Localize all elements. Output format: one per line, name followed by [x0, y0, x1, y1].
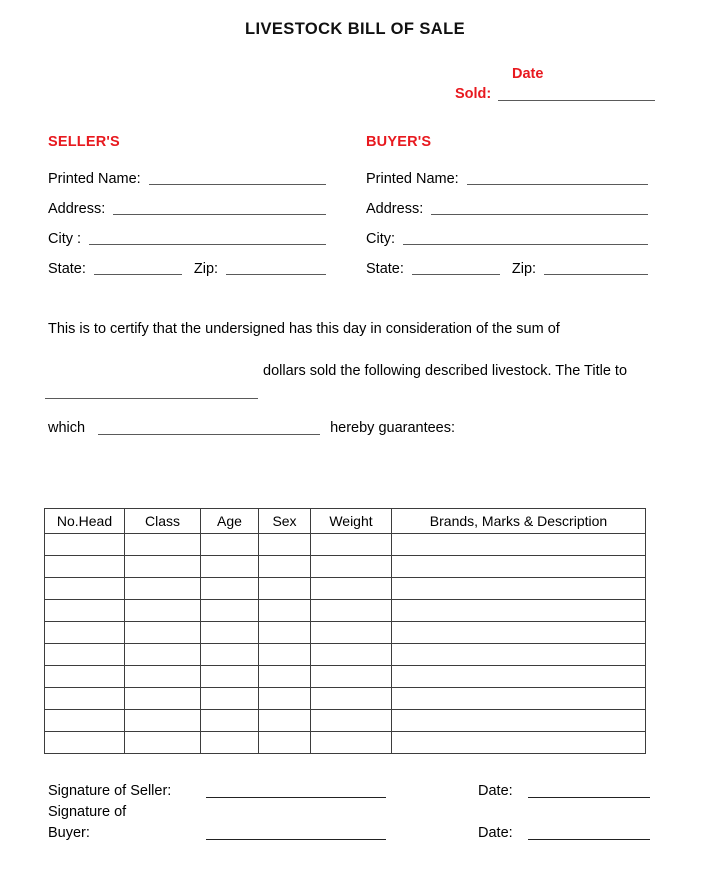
seller-zip-input[interactable] — [226, 274, 326, 275]
seller-printed-name-input[interactable] — [149, 184, 326, 185]
table-cell[interactable] — [311, 710, 392, 732]
table-cell[interactable] — [392, 622, 646, 644]
buyer-city-label: City: — [366, 231, 395, 247]
date-sold-label-line1: Date — [512, 66, 544, 82]
seller-address-label: Address: — [48, 201, 106, 217]
buyer-section — [366, 134, 648, 278]
which-label: which — [48, 420, 86, 436]
seller-section — [48, 134, 326, 278]
table-cell[interactable] — [45, 688, 125, 710]
column-header-no-head: No.Head — [45, 509, 125, 534]
buyer-date-label: Date: — [478, 825, 513, 841]
table-cell[interactable] — [201, 644, 259, 666]
table-cell[interactable] — [45, 556, 125, 578]
table-row — [45, 710, 646, 732]
table-cell[interactable] — [201, 600, 259, 622]
table-cell[interactable] — [392, 710, 646, 732]
table-row — [45, 556, 646, 578]
seller-state-input[interactable] — [94, 274, 182, 275]
table-cell[interactable] — [392, 688, 646, 710]
buyer-state-label: State: — [366, 261, 404, 277]
buyer-address-row — [366, 188, 648, 218]
seller-printed-name-label: Printed Name: — [48, 171, 141, 187]
seller-address-row — [48, 188, 326, 218]
table-cell[interactable] — [45, 578, 125, 600]
column-header-sex: Sex — [259, 509, 311, 534]
table-cell[interactable] — [45, 666, 125, 688]
table-cell[interactable] — [311, 622, 392, 644]
table-cell[interactable] — [45, 600, 125, 622]
date-sold-input[interactable] — [498, 100, 655, 101]
table-cell[interactable] — [259, 688, 311, 710]
table-cell[interactable] — [45, 534, 125, 556]
table-cell[interactable] — [45, 710, 125, 732]
table-cell[interactable] — [311, 556, 392, 578]
table-row — [45, 666, 646, 688]
table-cell[interactable] — [311, 666, 392, 688]
table-cell[interactable] — [259, 534, 311, 556]
table-cell[interactable] — [45, 644, 125, 666]
buyer-signature-input[interactable] — [206, 839, 386, 840]
hereby-guarantees-label: hereby guarantees: — [330, 420, 456, 436]
table-cell[interactable] — [392, 578, 646, 600]
column-header-brands-marks-description: Brands, Marks & Description — [392, 509, 646, 534]
table-cell[interactable] — [125, 600, 201, 622]
table-header-row — [45, 509, 646, 534]
table-row — [45, 622, 646, 644]
buyer-state-input[interactable] — [412, 274, 500, 275]
table-cell[interactable] — [259, 666, 311, 688]
date-sold-label-line2: Sold: — [455, 86, 492, 102]
table-cell[interactable] — [125, 644, 201, 666]
column-header-class: Class — [125, 509, 201, 534]
table-cell[interactable] — [259, 622, 311, 644]
table-cell[interactable] — [311, 534, 392, 556]
table-cell[interactable] — [125, 578, 201, 600]
table-cell[interactable] — [201, 710, 259, 732]
date-sold-field — [455, 64, 655, 104]
table-cell[interactable] — [125, 710, 201, 732]
table-cell[interactable] — [392, 732, 646, 754]
seller-address-input[interactable] — [113, 214, 326, 215]
table-cell[interactable] — [125, 732, 201, 754]
table-cell[interactable] — [311, 732, 392, 754]
buyer-zip-input[interactable] — [544, 274, 648, 275]
table-cell[interactable] — [259, 732, 311, 754]
table-cell[interactable] — [201, 732, 259, 754]
signature-section — [48, 780, 652, 843]
table-cell[interactable] — [392, 644, 646, 666]
date-sold-input-row — [455, 84, 655, 104]
buyer-zip-label: Zip: — [511, 261, 537, 277]
buyer-signature-label-line2: Buyer: — [48, 825, 90, 841]
column-header-age: Age — [201, 509, 259, 534]
table-row — [45, 578, 646, 600]
table-cell[interactable] — [45, 622, 125, 644]
seller-city-row — [48, 218, 326, 248]
seller-city-input[interactable] — [89, 244, 326, 245]
buyer-signature-row-line1 — [48, 801, 652, 822]
table-cell[interactable] — [392, 600, 646, 622]
seller-state-zip-row — [48, 248, 326, 278]
table-body — [45, 534, 646, 754]
livestock-table — [44, 508, 646, 754]
seller-city-label: City : — [48, 231, 82, 247]
table-cell[interactable] — [259, 556, 311, 578]
table-row — [45, 688, 646, 710]
table-row — [45, 534, 646, 556]
seller-state-label: State: — [48, 261, 86, 277]
buyer-state-zip-row — [366, 248, 648, 278]
table-cell[interactable] — [392, 556, 646, 578]
table-row — [45, 732, 646, 754]
buyer-printed-name-input[interactable] — [467, 184, 648, 185]
seller-printed-name-row — [48, 158, 326, 188]
certification-text-line1: This is to certify that the undersigned has this day in consideration of the sum of — [48, 321, 560, 337]
buyer-printed-name-row — [366, 158, 648, 188]
table-row — [45, 600, 646, 622]
seller-zip-label: Zip: — [193, 261, 219, 277]
table-cell[interactable] — [311, 644, 392, 666]
seller-signature-label: Signature of Seller: — [48, 783, 172, 799]
seller-signature-input[interactable] — [206, 797, 386, 798]
consideration-amount-input[interactable] — [45, 398, 258, 399]
table-cell[interactable] — [201, 578, 259, 600]
certification-text-line2 — [48, 361, 652, 382]
table-cell[interactable] — [259, 710, 311, 732]
buyer-address-input[interactable] — [431, 214, 648, 215]
warrantor-name-input[interactable] — [98, 434, 320, 435]
table-cell[interactable] — [125, 666, 201, 688]
seller-date-input[interactable] — [528, 797, 650, 798]
table-cell[interactable] — [45, 732, 125, 754]
seller-date-label: Date: — [478, 783, 513, 799]
page-title: LIVESTOCK BILL OF SALE — [245, 20, 465, 38]
table-cell[interactable] — [259, 578, 311, 600]
table-cell[interactable] — [392, 666, 646, 688]
title-warranty-row — [48, 418, 652, 439]
table-cell[interactable] — [392, 534, 646, 556]
table-cell[interactable] — [125, 556, 201, 578]
table-cell[interactable] — [125, 688, 201, 710]
buyer-address-label: Address: — [366, 201, 424, 217]
table-cell[interactable] — [311, 600, 392, 622]
table-cell[interactable] — [201, 622, 259, 644]
table-cell[interactable] — [259, 644, 311, 666]
table-cell[interactable] — [201, 556, 259, 578]
seller-heading: SELLER'S — [48, 134, 120, 150]
table-cell[interactable] — [125, 622, 201, 644]
table-cell[interactable] — [259, 600, 311, 622]
table-row — [45, 644, 646, 666]
buyer-heading: BUYER'S — [366, 134, 432, 150]
buyer-city-input[interactable] — [403, 244, 648, 245]
buyer-date-input[interactable] — [528, 839, 650, 840]
certification-text-line2-inner: dollars sold the following described livestock. The Title to — [263, 363, 628, 379]
buyer-printed-name-label: Printed Name: — [366, 171, 459, 187]
table-cell[interactable] — [201, 534, 259, 556]
buyer-city-row — [366, 218, 648, 248]
table-cell[interactable] — [201, 666, 259, 688]
column-header-weight: Weight — [311, 509, 392, 534]
buyer-signature-label-line1: Signature of — [48, 804, 127, 820]
table-cell[interactable] — [311, 578, 392, 600]
table-cell[interactable] — [311, 688, 392, 710]
table-cell[interactable] — [201, 688, 259, 710]
table-cell[interactable] — [125, 534, 201, 556]
buyer-signature-row-line2 — [48, 822, 652, 843]
seller-signature-row — [48, 780, 652, 801]
